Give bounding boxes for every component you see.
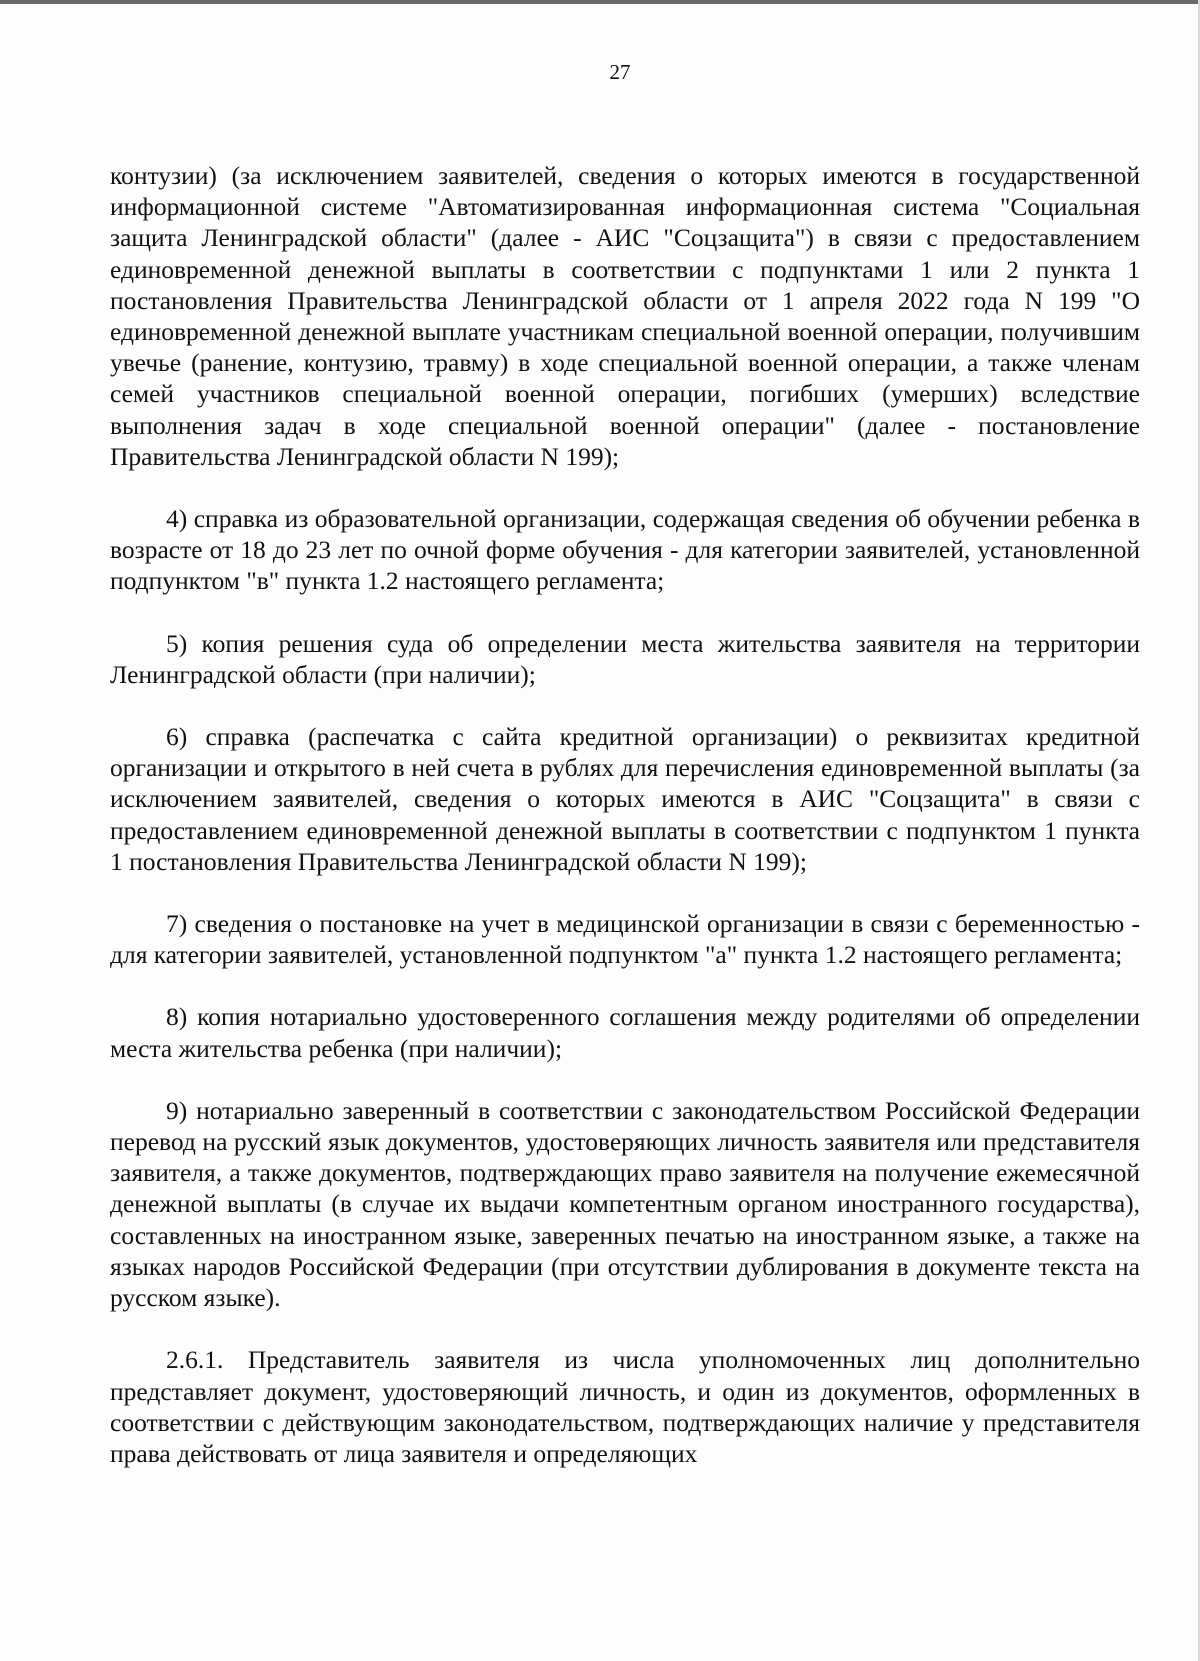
document-body <box>110 160 1140 1500</box>
paragraph-item-8: 8) копия нотариально удостоверенного соглашения между родителями об определении места жительства ребенка (при наличии); <box>110 1002 1140 1063</box>
paragraph-item-5: 5) копия решения суда об определении места жительства заявителя на территории Ленинградской области (при наличии); <box>110 628 1140 689</box>
page-number: 27 <box>609 60 631 84</box>
paragraph-continuation: контузии) (за исключением заявителей, сведения о которых имеются в государственной информационной системе "Автоматизированная информационная система "Социальная защита Ленинградской области" (далее - АИС "Соцзащита") в связи с предоставлением единовременной денежной выплаты в соответствии с подпунктами 1 или 2 пункта 1 постановления Правительства Ленинградской области от 1 апреля 2022 года N 199 "О единовременной денежной выплате участникам специальной военной операции, получившим увечье (ранение, контузию, травму) в ходе специальной военной операции, а также членам семей участников специальной военной операции, погибших (умерших) вследствие выполнения задач в ходе специальной военной операции" (далее - постановление Правительства Ленинградской области N 199); <box>110 161 1140 471</box>
paragraph-item-4: 4) справка из образовательной организации, содержащая сведения об обучении ребенка в возрасте от 18 до 23 лет по очной форме обучения - для категории заявителей, установленной подпунктом "в" пункта 1.2 настоящего регламента; <box>110 504 1140 596</box>
paragraph-item-6: 6) справка (распечатка с сайта кредитной организации) о реквизитах кредитной организации и открытого в ней счета в рублях для перечисления единовременной выплаты (за исключением заявителей, сведения о которых имеются в АИС "Соцзащита" в связи с предоставлением единовременной денежной выплаты в соответствии с подпунктом 1 пункта 1 постановления Правительства Ленинградской области N 199); <box>110 722 1140 876</box>
paragraph-item-7: 7) сведения о постановке на учет в медицинской организации в связи с беременностью - для категории заявителей, установленной подпунктом "а" пункта 1.2 настоящего регламента; <box>110 909 1140 970</box>
paragraph-2-6-1: 2.6.1. Представитель заявителя из числа уполномоченных лиц дополнительно представляет документ, удостоверяющий личность, и один из документов, оформленных в соответствии с действующим законодательством, подтверждающих наличие у представителя права действовать от лица заявителя и определяющих <box>110 1345 1140 1468</box>
paragraph-item-9: 9) нотариально заверенный в соответствии с законодательством Российской Федерации перевод на русский язык документов, удостоверяющих личность заявителя или представителя заявителя, а также документов, подтверждающих право заявителя на получение ежемесячной денежной выплаты (в случае их выдачи компетентным органом иностранного государства), составленных на иностранном языке, заверенных печатью на иностранном языке, а также на языках народов Российской Федерации (при отсутствии дублирования в документе текста на русском языке). <box>110 1095 1140 1313</box>
scan-edge-top <box>0 0 1200 4</box>
